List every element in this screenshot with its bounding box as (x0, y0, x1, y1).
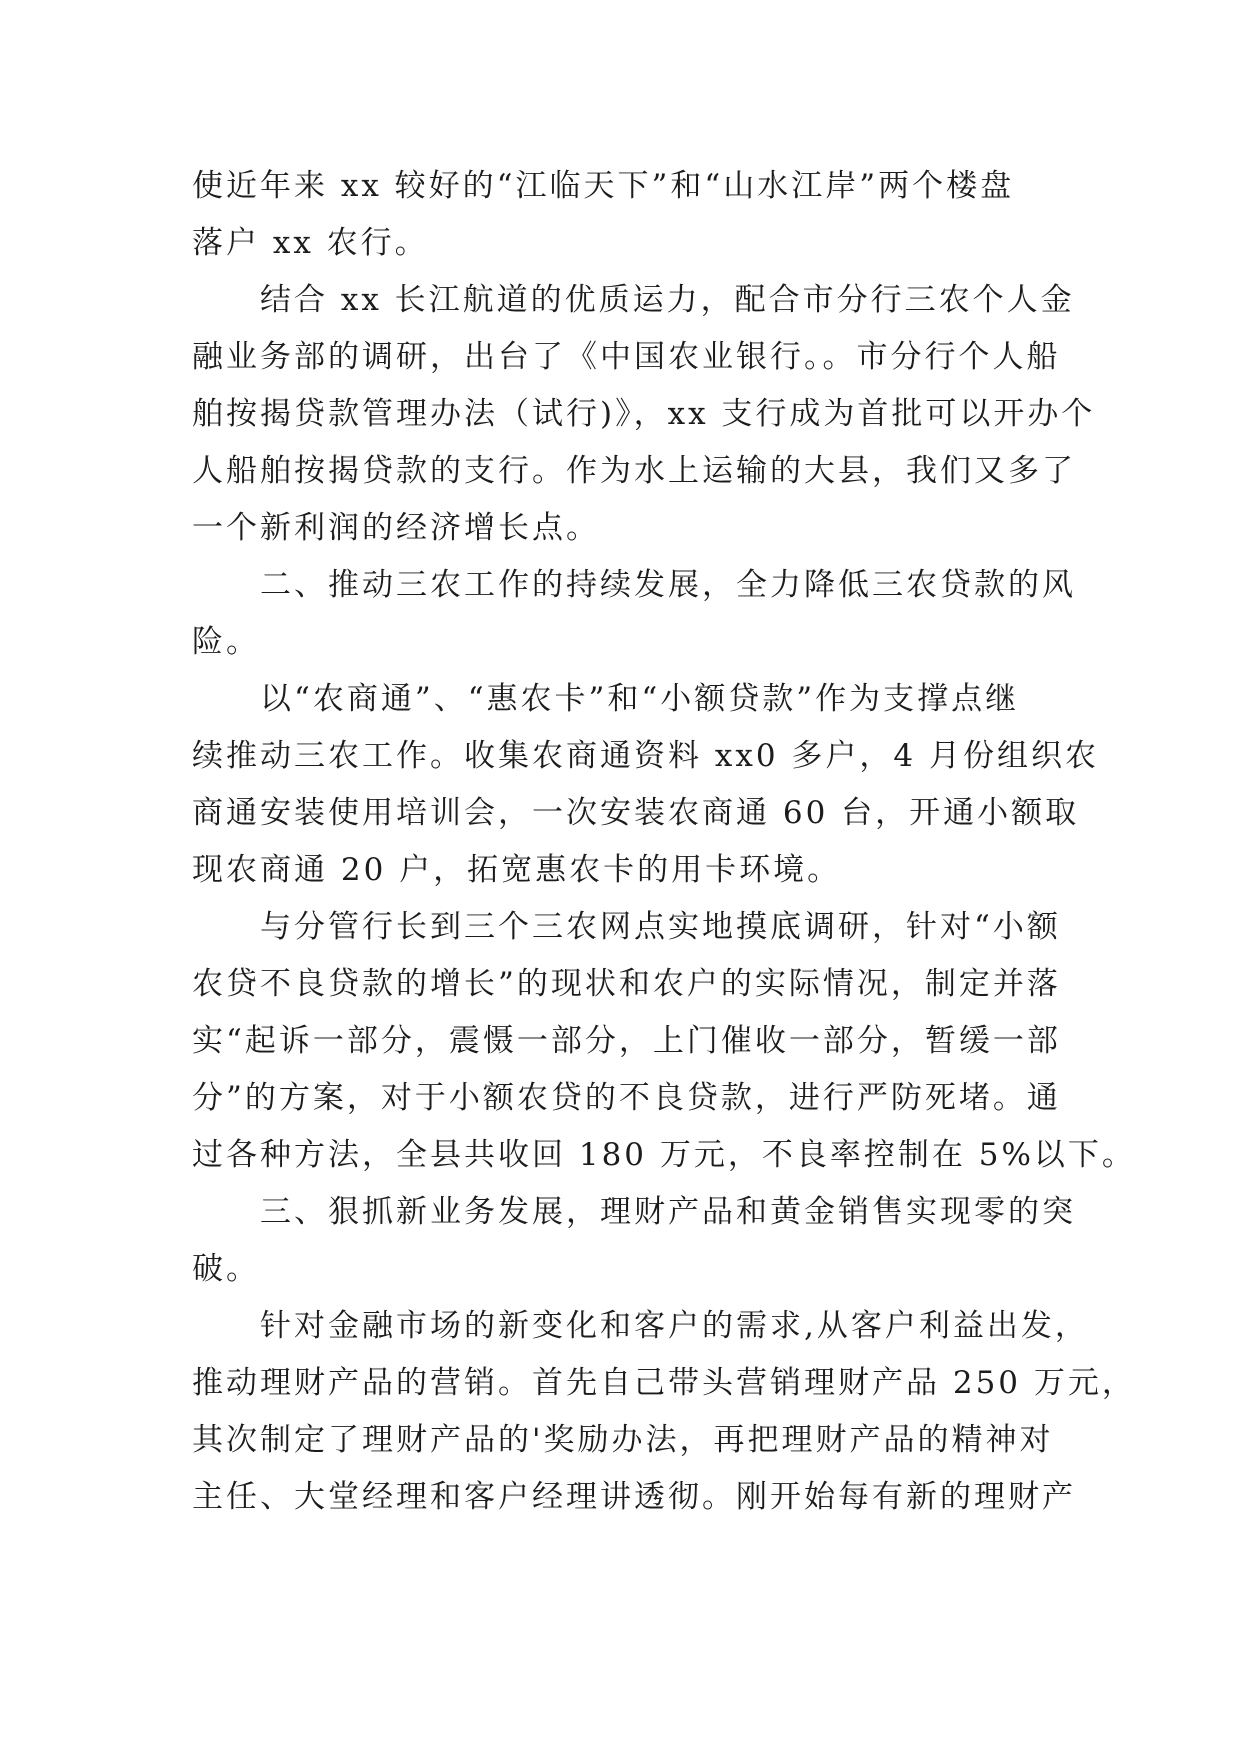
text-line: 续推动三农工作。收集农商通资料 xx0 多户，4 月份组织农 (192, 738, 1099, 774)
text-line: 推动理财产品的营销。首先自己带头营销理财产品 250 万元， (192, 1365, 1136, 1401)
text-line: 人船舶按揭贷款的支行。作为水上运输的大县，我们又多了 (192, 453, 1076, 489)
text-line: 过各种方法，全县共收回 180 万元，不良率控制在 5%以下。 (192, 1137, 1136, 1173)
text-line: 主任、大堂经理和客户经理讲透彻。刚开始每有新的理财产 (192, 1479, 1076, 1515)
text-line: 二、推动三农工作的持续发展，全力降低三农贷款的风 (260, 567, 1076, 603)
paragraph (192, 1298, 1136, 1526)
text-line: 使近年来 xx 较好的“江临天下”和“山水江岸”两个楼盘 (192, 168, 1015, 204)
text-line: 其次制定了理财产品的'奖励办法，再把理财产品的精神对 (192, 1422, 1054, 1458)
text-line: 三、狠抓新业务发展，理财产品和黄金销售实现零的突 (260, 1194, 1076, 1230)
paragraph (192, 899, 1136, 1184)
paragraph (192, 158, 1050, 272)
text-line: 农贷不良贷款的增长”的现状和农户的实际情况，制定并落 (192, 966, 1061, 1002)
text-line: 针对金融市场的新变化和客户的需求,从客户利益出发， (260, 1308, 1089, 1344)
text-line: 与分管行长到三个三农网点实地摸底调研，针对“小额 (260, 909, 1061, 945)
paragraph (192, 272, 1096, 557)
text-line: 实“起诉一部分，震慑一部分，上门催收一部分，暂缓一部 (192, 1023, 1061, 1059)
paragraph (192, 557, 1076, 671)
text-line: 现农商通 20 户，拓宽惠农卡的用卡环境。 (192, 852, 842, 888)
text-line: 破。 (192, 1251, 260, 1287)
text-line: 以“农商通”、“惠农卡”和“小额贷款”作为支撑点继 (260, 681, 1020, 717)
text-line: 结合 xx 长江航道的优质运力，配合市分行三农个人金 (260, 282, 1075, 318)
text-line: 分”的方案，对于小额农贷的不良贷款，进行严防死堵。通 (192, 1080, 1061, 1116)
text-line: 险。 (192, 624, 260, 660)
text-line: 舶按揭贷款管理办法（试行)》，xx 支行成为首批可以开办个 (192, 396, 1096, 432)
text-line: 商通安装使用培训会，一次安装农商通 60 台，开通小额取 (192, 795, 1080, 831)
paragraph (192, 1184, 1076, 1298)
text-line: 落户 xx 农行。 (192, 225, 429, 261)
document-body (192, 158, 1136, 1526)
paragraph (192, 671, 1099, 899)
text-line: 融业务部的调研，出台了《中国农业银行。。市分行个人船 (192, 339, 1061, 375)
text-line: 一个新利润的经济增长点。 (192, 510, 600, 546)
